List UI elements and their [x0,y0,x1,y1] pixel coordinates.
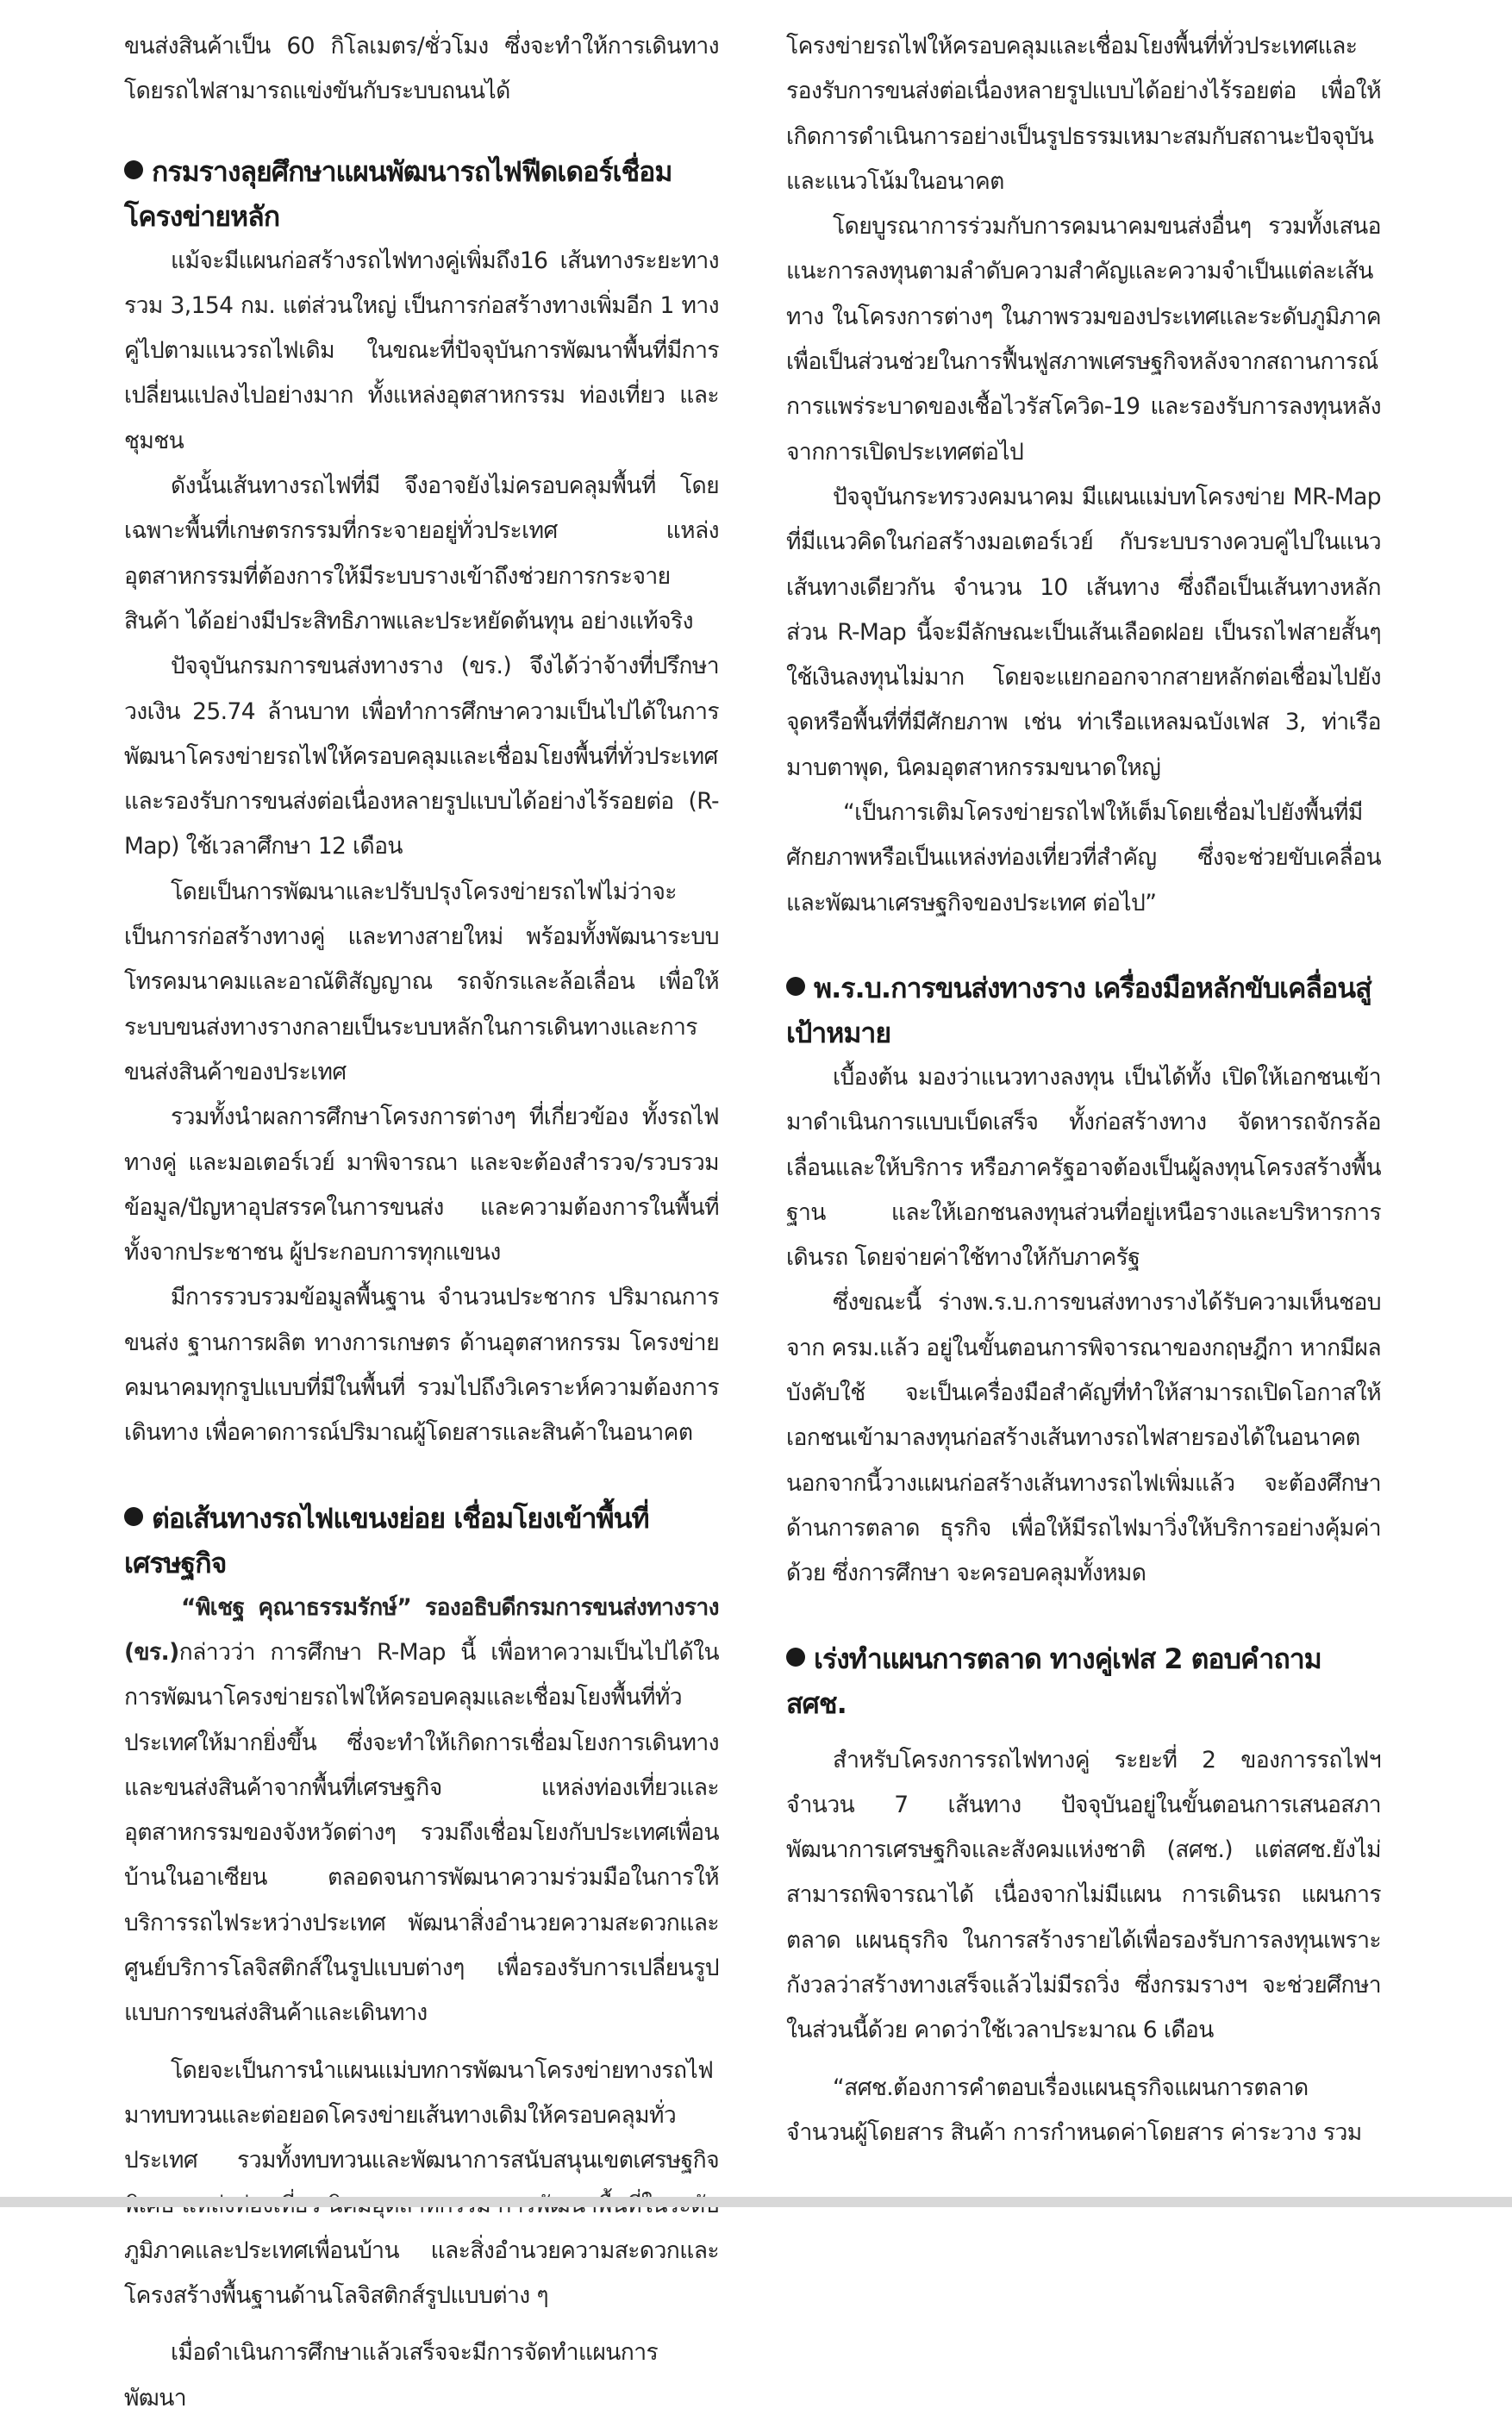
section-heading-text: กรมรางลุยศึกษาแผนพัฒนารถไฟฟีดเดอร์เชื่อมโครงข่ายหลัก [124,154,672,233]
right-column [786,24,1381,2155]
body-paragraph: เมื่อดำเนินการศึกษาแล้วเสร็จจะมีการจัดทำแผนการพัฒนา [124,2339,659,2412]
body-paragraph: มีการรวบรวมข้อมูลพื้นฐาน จำนวนประชากร ปริมาณการขนส่ง ฐานการผลิต ทางการเกษตร ด้านอุตสาหกรรม โครงข่ายคมนาคมทุกรูปแบบที่มีในพื้นที่ รวมไปถึงวิเคราะห์ความต้องการเดินทาง เพื่อคาดการณ์ปริมาณผู้โดยสารและสินค้าในอนาคต [124,1284,719,1447]
body-paragraph: ดังนั้นเส้นทางรถไฟที่มี จึงอาจยังไม่ครอบคลุมพื้นที่ โดยเฉพาะพื้นที่เกษตรกรรมที่กระจายอยู่ทั่วประเทศ แหล่งอุตสาหกรรมที่ต้องการให้มีระบบรางเข้าถึงช่วยการกระจายสินค้า ได้อย่างมีประสิทธิภาพและประหยัดต้นทุน อย่างแท้จริง [124,472,719,635]
lead-paragraph-text: กล่าวว่า การศึกษา R-Map นี้ เพื่อหาความเป็นไปได้ในการพัฒนาโครงข่ายรถไฟให้ครอบคลุมและเชื่อมโยงพื้นที่ทั่วประเทศให้มากยิ่งขึ้น ซึ่งจะทำให้เกิดการเชื่อมโยงการเดินทางและขนส่งสินค้าจากพื้นที่เศรษฐกิจ แหล่งท่องเที่ยวและอุตสาหกรรมของจังหวัดต่างๆ รวมถึงเชื่อมโยงกับประเทศเพื่อนบ้านในอาเซียน ตลอดจนการพัฒนาความร่วมมือในการให้บริการรถไฟระหว่างประเทศ พัฒนาสิ่งอำนวยความสะดวกและศูนย์บริการโลจิสติกส์ในรูปแบบต่างๆ เพื่อรองรับการเปลี่ยนรูปแบบการขนส่งสินค้าและเดินทาง [124,1638,719,2027]
speaker-name: “พิเชฐ คุณาธรรมรักษ์” [181,1593,412,1621]
body-paragraph: สำหรับโครงการรถไฟทางคู่ ระยะที่ 2 ของการรถไฟฯ จำนวน 7 เส้นทาง ปัจจุบันอยู่ในขั้นตอนการเสนอสภาพัฒนาการเศรษฐกิจและสังคมแห่งชาติ (สศช.) แต่สศช.ยังไม่สามารถพิจารณาได้ เนื่องจากไม่มีแผน การเดินรถ แผนการตลาด แผนธุรกิจ ในการสร้างรายได้เพื่อรองรับการลงทุนเพราะกังวลว่าสร้างทางเสร็จแล้วไม่มีรถวิ่ง ซึ่งกรมรางฯ จะช่วยศึกษาในส่วนนี้ด้วย คาดว่าใช้เวลาประมาณ 6 เดือน [786,1746,1381,2044]
body-paragraph: โดยบูรณาการร่วมกับการคมนาคมขนส่งอื่นๆ รวมทั้งเสนอแนะการลงทุนตามลำดับความสำคัญและความจำเป็นแต่ละเส้นทาง ในโครงการต่างๆ ในภาพรวมของประเทศและระดับภูมิภาค เพื่อเป็นส่วนช่วยในการฟื้นฟูสภาพเศรษฐกิจหลังจากสถานการณ์การแพร่ระบาดของเชื้อไวรัสโควิด-19 และรองรับการลงทุนหลังจากการเปิดประเทศต่อไป [786,213,1381,466]
bullet-icon [124,160,143,179]
body-paragraph: แม้จะมีแผนก่อสร้างรถไฟทางคู่เพิ่มถึง16 เส้นทางระยะทางรวม 3,154 กม. แต่ส่วนใหญ่ เป็นการก่อสร้างทางเพิ่มอีก 1 ทางคู่ไปตามแนวรถไฟเดิม ในขณะที่ปัจจุบันการพัฒนาพื้นที่มีการเปลี่ยนแปลงไปอย่างมาก ทั้งแหล่งอุตสาหกรรม ท่องเที่ยว และชุมชน [124,247,719,454]
left-intro-paragraph: ขนส่งสินค้าเป็น 60 กิโลเมตร/ชั่วโมง ซึ่งจะทำให้การเดินทางโดยรถไฟสามารถแข่งขันกับระบบถนนได้ [124,33,719,105]
bullet-icon [786,1648,805,1667]
body-paragraph: โดยเป็นการพัฒนาและปรับปรุงโครงข่ายรถไฟไม่ว่าจะเป็นการก่อสร้างทางคู่ และทางสายใหม่ พร้อมทั้งพัฒนาระบบโทรคมนาคมและอาณัติสัญญาณ รถจักรและล้อเลื่อน เพื่อให้ระบบขนส่งทางรางกลายเป็นระบบหลักในการเดินทางและการขนส่งสินค้าของประเทศ [124,878,719,1085]
body-paragraph: เบื้องต้น มองว่าแนวทางลงทุน เป็นได้ทั้ง เปิดให้เอกชนเข้ามาดำเนินการแบบเบ็ดเสร็จ ทั้งก่อสร้างทาง จัดหารถจักรล้อเลื่อนและให้บริการ หรือภาครัฐอาจต้องเป็นผู้ลงทุนโครงสร้างพื้นฐาน และให้เอกชนลงทุนส่วนที่อยู่เหนือรางและบริหารการเดินรถ โดยจ่ายค่าใช้ทางให้กับภาครัฐ [786,1063,1381,1272]
speaker-title: รองอธิบดีกรมการขนส่งทางราง (ขร.) [124,1593,719,1666]
quote-paragraph: “เป็นการเติมโครงข่ายรถไฟให้เต็มโดยเชื่อมไปยังพื้นที่มีศักยภาพหรือเป็นแหล่งท่องเที่ยวที่สำคัญ ซึ่งจะช่วยขับเคลื่อนและพัฒนาเศรษฐกิจของประเทศ ต่อไป” [786,799,1381,916]
body-paragraph: ปัจจุบันกรมการขนส่งทางราง (ขร.) จึงได้ว่าจ้างที่ปรึกษาวงเงิน 25.74 ล้านบาท เพื่อทำการศึกษาความเป็นไปได้ในการพัฒนาโครงข่ายรถไฟให้ครอบคลุมและเชื่อมโยงพื้นที่ทั่วประเทศและรองรับการขนส่งต่อเนื่องหลายรูปแบบได้อย่างไร้รอยต่อ (R-Map) ใช้เวลาศึกษา 12 เดือน [124,653,719,860]
section-heading-marketing-plan [786,1636,1381,1726]
body-paragraph: ปัจจุบันกระทรวงคมนาคม มีแผนแม่บทโครงข่าย MR-Map ที่มีแนวคิดในก่อสร้างมอเตอร์เวย์ กับระบบรางควบคู่ไปในแนวเส้นทางเดียวกัน จำนวน 10 เส้นทาง ซึ่งถือเป็นเส้นทางหลัก ส่วน R-Map นี้จะมีลักษณะเป็นเส้นเลือดฝอย เป็นรถไฟสายสั้นๆ ใช้เงินลงทุนไม่มาก โดยจะแยกออกจากสายหลักต่อเชื่อมไปยังจุดหรือพื้นที่ที่มีศักยภาพ เช่น ท่าเรือแหลมฉบังเฟส 3, ท่าเรือมาบตาพุด, นิคมอุตสาหกรรมขนาดใหญ่ [786,483,1381,781]
right-intro-paragraph: โครงข่ายรถไฟให้ครอบคลุมและเชื่อมโยงพื้นที่ทั่วประเทศและรองรับการขนส่งต่อเนื่องหลายรูปแบบได้อย่างไร้รอยต่อ เพื่อให้เกิดการดำเนินการอย่างเป็นรูปธรรมเหมาะสมกับสถานะปัจจุบันและแนวโน้มในอนาคต [786,33,1381,195]
body-paragraph: ซึ่งขณะนี้ ร่างพ.ร.บ.การขนส่งทางรางได้รับความเห็นชอบจาก ครม.แล้ว อยู่ในขั้นตอนการพิจารณาของกฤษฎีกา หากมีผลบังคับใช้ จะเป็นเครื่องมือสำคัญที่ทำให้สามารถเปิดโอกาสให้เอกชนเข้ามาลงทุนก่อสร้างเส้นทางรถไฟสายรองได้ในอนาคต นอกจากนี้วางแผนก่อสร้างเส้นทางรถไฟเพิ่มแล้ว จะต้องศึกษาด้านการตลาด ธุรกิจ เพื่อให้มีรถไฟมาวิ่งให้บริการอย่างคุ้มค่าด้วย ซึ่งการศึกษา จะครอบคลุมทั้งหมด [786,1289,1381,1587]
body-paragraph: รวมทั้งนำผลการศึกษาโครงการต่างๆ ที่เกี่ยวข้อง ทั้งรถไฟทางคู่ และมอเตอร์เวย์ มาพิจารณา และจะต้องสำรวจ/รวบรวมข้อมูล/ปัญหาอุปสรรคในการขนส่ง และความต้องการในพื้นที่ ทั้งจากประชาชน ผู้ประกอบการทุกแขนง [124,1104,719,1267]
bullet-icon [786,977,805,996]
section-heading-rmap-study [124,149,719,239]
body-paragraph: โดยจะเป็นการนำแผนแม่บทการพัฒนาโครงข่ายทางรถไฟมาทบทวนและต่อยอดโครงข่ายเส้นทางเดิมให้ครอบคลุมทั่วประเทศ รวมทั้งทบทวนและพัฒนาการสนับสนุนเขตเศรษฐกิจ ภูมิภาคและประเทศเพื่อนบ้าน และสิ่งอำนวยความสะดวกและโครงสร้างพื้นฐานด้านโลจิสติกส์รูปแบบต่าง ๆ [124,2056,719,2310]
section-heading-text: พ.ร.บ.การขนส่งทางราง เครื่องมือหลักขับเคลื่อนสู่เป้าหมาย [786,971,1371,1049]
section-heading-rail-act [786,966,1381,1055]
bullet-icon [124,1507,143,1526]
section-heading-text: เร่งทำแผนการตลาด ทางคู่เฟส 2 ตอบคำถาม สศช. [786,1642,1321,1720]
page-bottom-edge [0,2197,1512,2207]
section-heading-branch-lines [124,1496,719,1586]
left-column [124,24,719,2421]
lead-paragraph [124,1586,719,2036]
body-paragraph: “สศช.ต้องการคำตอบเรื่องแผนธุรกิจแผนการตลาด จำนวนผู้โดยสาร สินค้า การกำหนดค่าโดยสาร ค่าระวาง รวม [786,2074,1362,2146]
section-heading-text: ต่อเส้นทางรถไฟแขนงย่อย เชื่อมโยงเข้าพื้นที่เศรษฐกิจ [124,1501,649,1580]
